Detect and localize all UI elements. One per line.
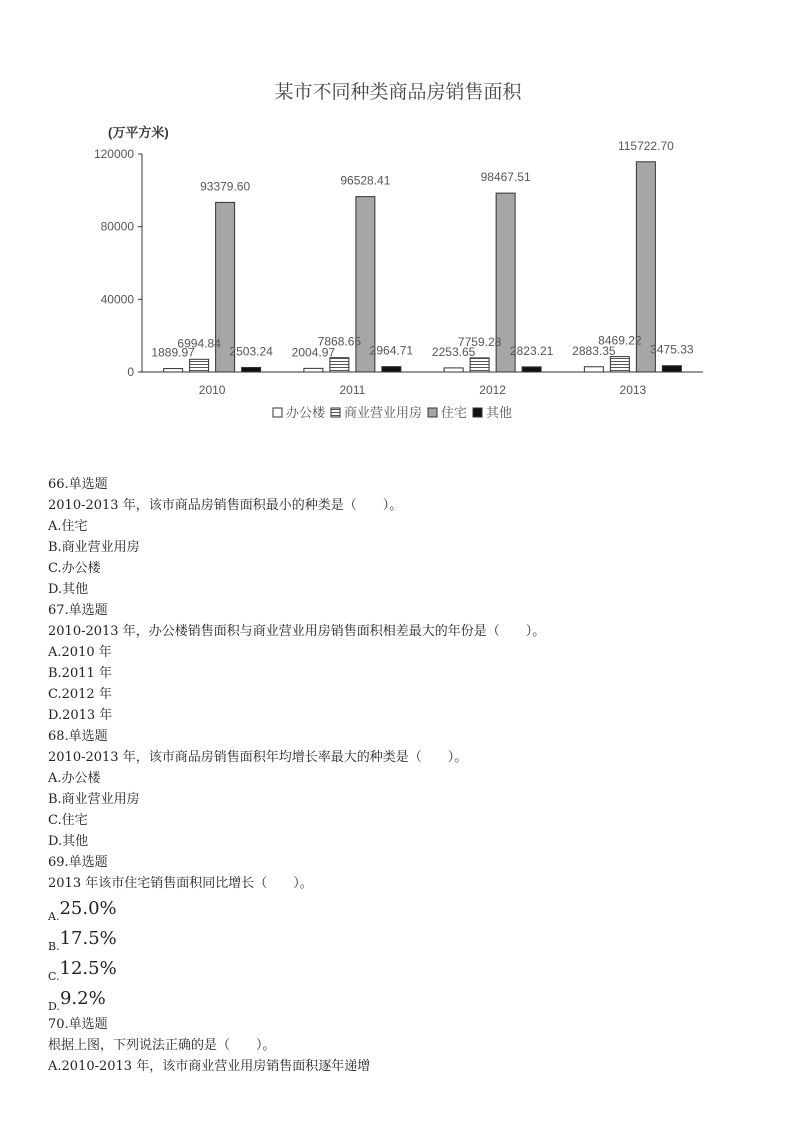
question-header: 67.单选题 <box>48 603 108 618</box>
option-c: C.2012 年 <box>48 687 112 702</box>
option-b: B.2011 年 <box>48 666 112 681</box>
chart-title: 某市不同种类商品房销售面积 <box>274 82 522 103</box>
question-header: 70.单选题 <box>48 1017 108 1032</box>
legend-swatch <box>473 408 482 417</box>
question-stem: 2010-2013 年，该市商品房销售面积最小的种类是（ ）。 <box>48 498 403 513</box>
bar <box>610 357 629 372</box>
data-label: 1889.97 <box>151 345 195 360</box>
x-tick-label: 2010 <box>198 383 226 397</box>
data-label: 8469.22 <box>598 333 642 348</box>
question-header: 66.单选题 <box>48 477 108 492</box>
option-c: C.办公楼 <box>48 561 101 576</box>
bar <box>330 358 349 372</box>
bar <box>190 359 209 372</box>
legend-label: 商业营业用房 <box>344 405 423 420</box>
option-b: B.商业营业用房 <box>48 792 140 807</box>
question-list <box>48 474 768 1077</box>
y-tick-label: 0 <box>127 365 134 379</box>
question-header: 68.单选题 <box>48 729 108 744</box>
legend-label: 住宅 <box>441 405 468 420</box>
option-letter: A. <box>48 910 60 923</box>
option-d <box>48 984 768 1014</box>
data-label: 2503.24 <box>229 344 273 359</box>
option-a: A.2010-2013 年，该市商业营业用房销售面积逐年递增 <box>48 1059 371 1074</box>
bar <box>444 368 463 372</box>
bar <box>382 367 401 372</box>
option-d: D.其他 <box>48 582 89 597</box>
question-67 <box>48 600 768 726</box>
question-stem: 2010-2013 年，办公楼销售面积与商业营业用房销售面积相差最大的年份是（ ）。 <box>48 624 546 639</box>
data-label: 7759.28 <box>457 334 502 349</box>
data-label: 6994.84 <box>177 336 221 351</box>
option-c <box>48 954 768 984</box>
option-c: C.住宅 <box>48 813 88 828</box>
option-b <box>48 924 768 954</box>
option-a <box>48 894 768 924</box>
x-tick-label: 2011 <box>339 383 366 397</box>
x-tick-label: 2012 <box>479 383 506 397</box>
y-tick-label: 120000 <box>93 147 134 161</box>
y-tick-label: 80000 <box>100 219 134 234</box>
legend-swatch <box>273 408 282 417</box>
legend-swatch <box>428 408 437 417</box>
data-label: 3475.33 <box>650 342 694 357</box>
option-a: A.办公楼 <box>48 771 101 786</box>
y-axis-label: (万平方米) <box>108 125 169 140</box>
bar <box>584 367 603 372</box>
chart-legend <box>273 405 512 420</box>
data-label: 115722.70 <box>617 138 674 153</box>
data-label: 96528.41 <box>340 173 391 188</box>
bar <box>522 367 541 372</box>
option-a: A.住宅 <box>48 519 88 534</box>
bar <box>470 358 489 372</box>
question-68 <box>48 726 768 852</box>
bar-chart <box>0 60 800 440</box>
option-value: 12.5% <box>59 958 117 979</box>
option-letter: C. <box>48 970 60 983</box>
question-stem: 2013 年该市住宅销售面积同比增长（ ）。 <box>48 876 313 891</box>
question-stem: 根据上图，下列说法正确的是（ ）。 <box>48 1038 276 1053</box>
data-label: 98467.51 <box>480 170 531 185</box>
bar <box>304 368 323 372</box>
option-d: D.2013 年 <box>48 708 113 723</box>
option-value: 25.0% <box>59 898 117 919</box>
data-label: 2253.65 <box>431 344 476 359</box>
bar <box>242 367 261 372</box>
option-a: A.2010 年 <box>48 645 112 660</box>
bar <box>662 366 681 372</box>
x-tick-label: 2013 <box>619 383 647 397</box>
data-label: 93379.60 <box>200 179 251 194</box>
data-label: 2004.97 <box>291 345 336 360</box>
data-label: 2964.71 <box>369 343 414 358</box>
question-69 <box>48 852 768 1014</box>
option-value: 9.2% <box>59 988 106 1009</box>
option-letter: D. <box>48 1000 60 1013</box>
legend-swatch <box>331 408 340 417</box>
legend-label: 其他 <box>486 405 513 420</box>
question-66 <box>48 474 768 600</box>
question-stem: 2010-2013 年，该市商品房销售面积年均增长率最大的种类是（ ）。 <box>48 750 468 765</box>
question-70 <box>48 1014 768 1077</box>
data-label: 2823.21 <box>509 343 554 358</box>
data-label: 2883.35 <box>572 343 616 358</box>
data-label: 7868.65 <box>317 334 362 349</box>
question-header: 69.单选题 <box>48 855 108 870</box>
option-letter: B. <box>48 940 60 953</box>
option-b: B.商业营业用房 <box>48 540 140 555</box>
legend-label: 办公楼 <box>286 405 326 420</box>
option-value: 17.5% <box>59 928 117 949</box>
bar <box>164 369 183 372</box>
y-tick-label: 40000 <box>100 292 134 307</box>
option-d: D.其他 <box>48 834 89 849</box>
